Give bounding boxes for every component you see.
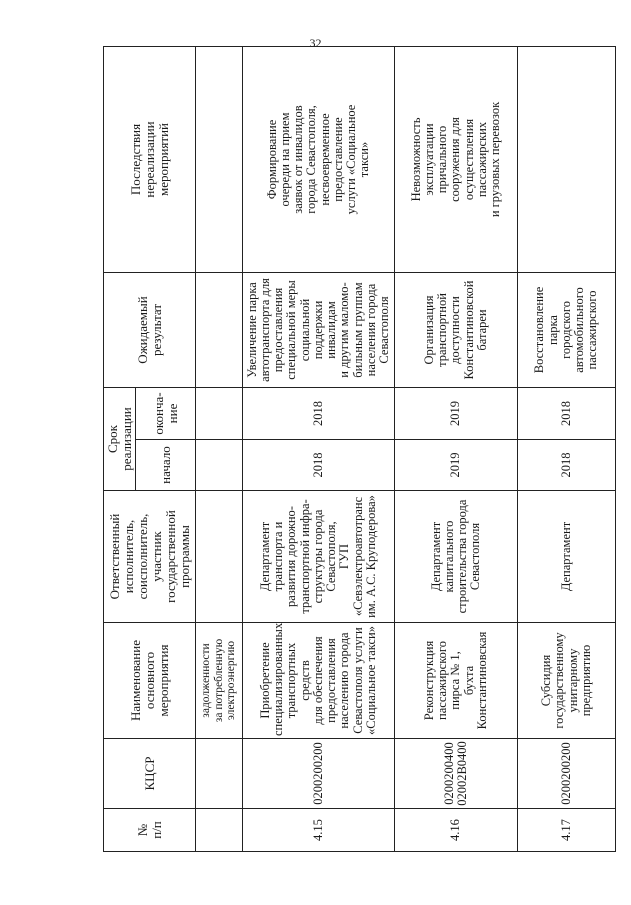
cell-responsible: Департамент [518, 491, 616, 623]
header-start: начало [136, 440, 196, 491]
cell-kcsr [196, 739, 243, 809]
cell-result [196, 272, 243, 387]
cell-name: Приобретение специализированных транспортных средств для обеспечения предоставления населению города Севастополя услуги «Социальное такси» [243, 623, 395, 739]
cell-kcsr: 0200200200 [518, 739, 616, 809]
cell-consequences: Невозможность эксплуатации причального сооружения для осуществления пассажирских и грузовых перевозок [395, 46, 518, 272]
cell-responsible: Департамент транспорта и развития дорожно- транспортной инфра- структуры города Севастополя, ГУП «Севэлектроавтотранс им. А.С. Круподерова» [243, 491, 395, 623]
header-term: Срок реализации [104, 387, 136, 490]
cell-end: 2018 [518, 387, 616, 439]
cell-start: 2018 [518, 440, 616, 491]
measures-table [103, 46, 616, 852]
cell-kcsr: 0200200200 [243, 739, 395, 809]
cell-result: Увеличение парка автотранспорта для предоставления специальной меры социальной поддержки инвалидам и другим маломо- бильным группам населения города Севастополя [243, 272, 395, 387]
header-kcsr: КЦСР [104, 739, 196, 809]
cell-num [196, 809, 243, 852]
cell-kcsr: 0200200400 02002В0400 [395, 739, 518, 809]
header-consequences: Последствия нереализации мероприятий [104, 46, 196, 272]
header-result: Ожидаемый результат [104, 272, 196, 387]
table-row [196, 46, 243, 851]
table-row [243, 46, 395, 851]
table-row [395, 46, 518, 851]
cell-end [196, 387, 243, 439]
cell-name: Субсидия государственному унитарному предприятию [518, 623, 616, 739]
page-number: 32 [309, 36, 322, 50]
cell-num: 4.17 [518, 809, 616, 852]
header-end: оконча- ние [136, 387, 196, 439]
cell-result: Организация транспортной доступности Константиновской батареи [395, 272, 518, 387]
header-name: Наименование основного мероприятия [104, 623, 196, 739]
cell-result: Восстановление парка городского автомобильного пассажирского [518, 272, 616, 387]
header-num: № п/п [104, 809, 196, 852]
cell-end: 2019 [395, 387, 518, 439]
cell-consequences [196, 46, 243, 272]
cell-consequences [518, 46, 616, 272]
rotated-table-container [103, 47, 615, 852]
cell-start: 2018 [243, 440, 395, 491]
cell-num: 4.16 [395, 809, 518, 852]
cell-responsible: Департамент капитального строительства города Севастополя [395, 491, 518, 623]
table-row [518, 46, 616, 851]
cell-consequences: Формирование очереди на прием заявок от инвалидов города Севастополя, несвоевременное предоставление услуги «Социальное такси» [243, 46, 395, 272]
cell-start: 2019 [395, 440, 518, 491]
cell-end: 2018 [243, 387, 395, 439]
cell-name: Реконструкция пассажирского пирса № 1, бухта Константиновская [395, 623, 518, 739]
cell-num: 4.15 [243, 809, 395, 852]
header-responsible: Ответственный исполнитель, соисполнитель, участник государственной программы [104, 491, 196, 623]
cell-start [196, 440, 243, 491]
cell-name: задолженности за потребленную электроэнергию [196, 623, 243, 739]
cell-responsible [196, 491, 243, 623]
